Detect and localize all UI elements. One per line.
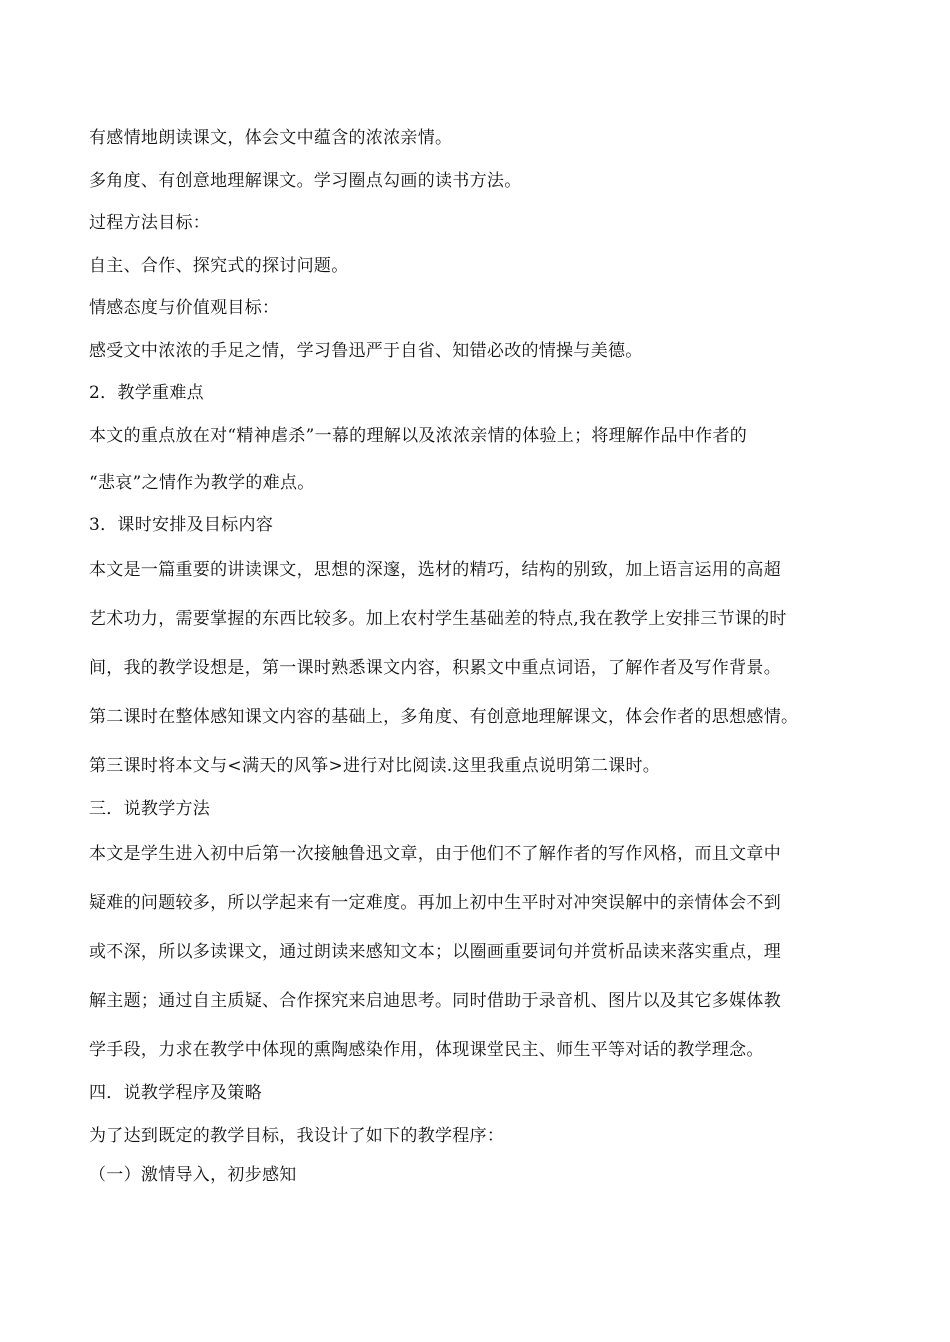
paragraph-line: 本文是一篇重要的讲读课文，思想的深邃，选材的精巧，结构的别致，加上语言运用的高超 — [89, 560, 781, 580]
paragraph-line: 本文的重点放在对“精神虐杀”一幕的理解以及浓浓亲情的体验上；将理解作品中作者的 — [89, 426, 748, 446]
paragraph-line: 艺术功力，需要掌握的东西比较多。加上农村学生基础差的特点,我在教学上安排三节课的时 — [89, 609, 787, 629]
section-subheading: （一）激情导入，初步感知 — [89, 1165, 297, 1185]
section-heading: 2．教学重难点 — [89, 383, 204, 403]
paragraph-line: 解主题；通过自主质疑、合作探究来启迪思考。同时借助于录音机、图片以及其它多媒体教 — [89, 991, 781, 1011]
paragraph-line: 有感情地朗读课文，体会文中蕴含的浓浓亲情。 — [89, 128, 453, 148]
paragraph-line: “悲哀”之情作为教学的难点。 — [89, 473, 315, 493]
paragraph-line: 自主、合作、探究式的探讨问题。 — [89, 256, 349, 276]
paragraph-line: 间，我的教学设想是，第一课时熟悉课文内容，积累文中重点词语，了解作者及写作背景。 — [89, 658, 781, 678]
paragraph-line: 第二课时在整体感知课文内容的基础上，多角度、有创意地理解课文，体会作者的思想感情。 — [89, 707, 799, 727]
paragraph-line: 疑难的问题较多，所以学起来有一定难度。再加上初中生平时对冲突误解中的亲情体会不到 — [89, 893, 781, 913]
section-heading: 四．说教学程序及策略 — [89, 1083, 262, 1103]
paragraph-line: 学手段，力求在教学中体现的熏陶感染作用，体现课堂民主、师生平等对话的教学理念。 — [89, 1040, 764, 1060]
paragraph-line: 本文是学生进入初中后第一次接触鲁迅文章，由于他们不了解作者的写作风格，而且文章中 — [89, 844, 781, 864]
section-heading: 三．说教学方法 — [89, 799, 211, 819]
section-subheading: 过程方法目标： — [89, 213, 211, 233]
section-subheading: 情感态度与价值观目标： — [89, 298, 280, 318]
paragraph-line: 感受文中浓浓的手足之情，学习鲁迅严于自省、知错必改的情操与美德。 — [89, 341, 643, 361]
paragraph-line: 为了达到既定的教学目标，我设计了如下的教学程序： — [89, 1126, 505, 1146]
paragraph-line: 或不深，所以多读课文，通过朗读来感知文本；以圈画重要词句并赏析品读来落实重点，理 — [89, 942, 781, 962]
section-heading: 3．课时安排及目标内容 — [89, 515, 274, 535]
paragraph-line: 多角度、有创意地理解课文。学习圈点勾画的读书方法。 — [89, 171, 522, 191]
paragraph-line: 第三课时将本文与<满天的风筝>进行对比阅读.这里我重点说明第二课时。 — [89, 756, 661, 776]
